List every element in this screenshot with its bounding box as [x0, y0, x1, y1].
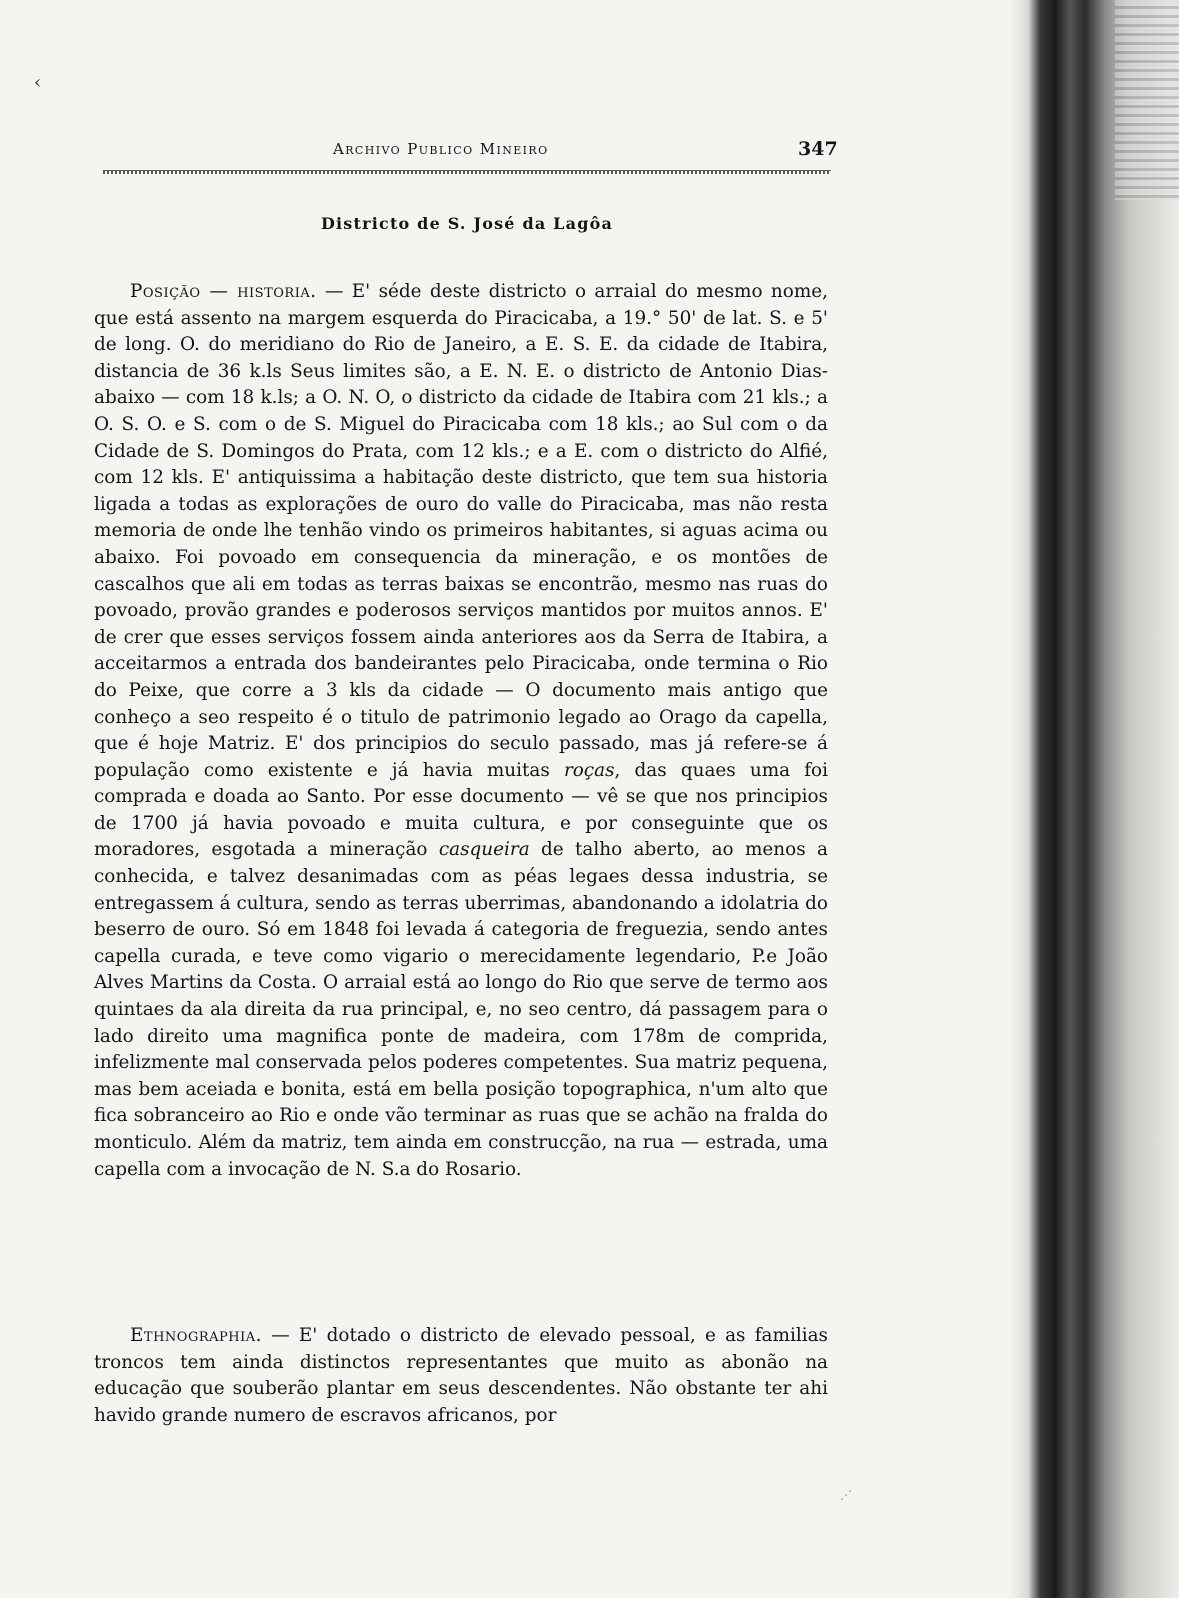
scan-speck: ⋰ [840, 1488, 854, 1502]
binding-texture [1115, 0, 1179, 200]
paragraph-text: — E' dotado o districto de elevado pessoal, e as familias troncos tem ainda distinctos representantes que muito as abonão na educação que souberão plantar em seus descendentes. Não obstante ter ahi havido grande numero de escravos africanos, por [94, 1325, 828, 1426]
italic-term: casqueira [438, 839, 530, 861]
paragraph-text: de talho aberto, ao menos a conhecida, e talvez desanimadas com as péas legaes dessa industria, se entregassem á cultura, sendo as terras uberrimas, abandonando a idolatria do beserro de ouro. Só em 1848 foi levada á categoria de freguezia, sendo antes capella curada, e teve como vigario o merecidamente legendario, P.e João Alves Martins da Costa. O arraial está ao longo do Rio que serve de termo aos quintaes da ala direita da rua principal, e, no seo centro, dá passagem para o lado direito uma magnifica ponte de madeira, com 178m de comprida, infelizmente mal conservada pelos poderes competentes. Sua matriz pequena, mas bem aceiada e bonita, está em bella posição topographica, n'um alto que fica sobranceiro ao Rio e onde vão terminar as ruas que se achão na fralda do monticulo. Além da matriz, tem ainda em construcção, na rua — estrada, uma capella com a invocação de N. S.a do Rosario. [94, 839, 828, 1180]
page-number: 347 [798, 138, 838, 160]
margin-mark-icon: ‹ [34, 72, 42, 93]
paragraph-ethnography [94, 1323, 828, 1429]
italic-term: roças [563, 759, 615, 781]
paragraph-lead: Ethnographia. [130, 1325, 262, 1346]
section-title: Districto de S. José da Lagôa [320, 214, 614, 233]
running-head: Archivo Publico Mineiro [333, 140, 549, 158]
paragraph-position-history [94, 279, 828, 1183]
paragraph-text: , das quaes uma foi comprada e doada ao Santo. Por esse documento — vê se que nos principios de 1700 já havia povoado e muita cultura, e por conseguinte que os moradores, esgotada a mineração [94, 759, 828, 861]
book-binding-edge [1010, 0, 1179, 1598]
paragraph-lead: Posição — historia. [130, 281, 317, 302]
header-rule [103, 170, 831, 174]
paragraph-text: — E' séde deste districto o arraial do mesmo nome, que está assento na margem esquerda do Piracicaba, a 19.° 50' de lat. S. e 5' de long. O. do meridiano do Rio de Janeiro, a E. S. E. da cidade de Itabira, distancia de 36 k.ls Seus limites são, a E. N. E. o districto de Antonio Dias-abaixo — com 18 k.ls; a O. N. O, o districto da cidade de Itabira com 21 kls.; a O. S. O. e S. com o de S. Miguel do Piracicaba com 18 kls.; ao Sul com o da Cidade de S. Domingos do Prata, com 12 kls.; e a E. com o districto do Alfié, com 12 kls. E' antiquissima a habitação deste districto, que tem sua historia ligada a todas as explorações de ouro do valle do Piracicaba, mas não resta memoria de onde lhe tenhão vindo os primeiros habitantes, si aguas acima ou abaixo. Foi povoado em consequencia da mineração, e os montões de cascalhos que ali em todas as terras baixas se encontrão, mesmo nas ruas do povoado, provão grandes e poderosos serviços mantidos por muitos annos. E' de crer que esses serviços fossem ainda anteriores aos da Serra de Itabira, a acceitarmos a entrada dos bandeirantes pelo Piracicaba, onde termina o Rio do Peixe, que corre a 3 kls da cidade — O documento mais antigo que conheço a seo respeito é o titulo de patrimonio legado ao Orago da capella, que é hoje Matriz. E' dos principios do seculo passado, mas já refere-se á população como existente e já havia muitas [94, 281, 828, 781]
